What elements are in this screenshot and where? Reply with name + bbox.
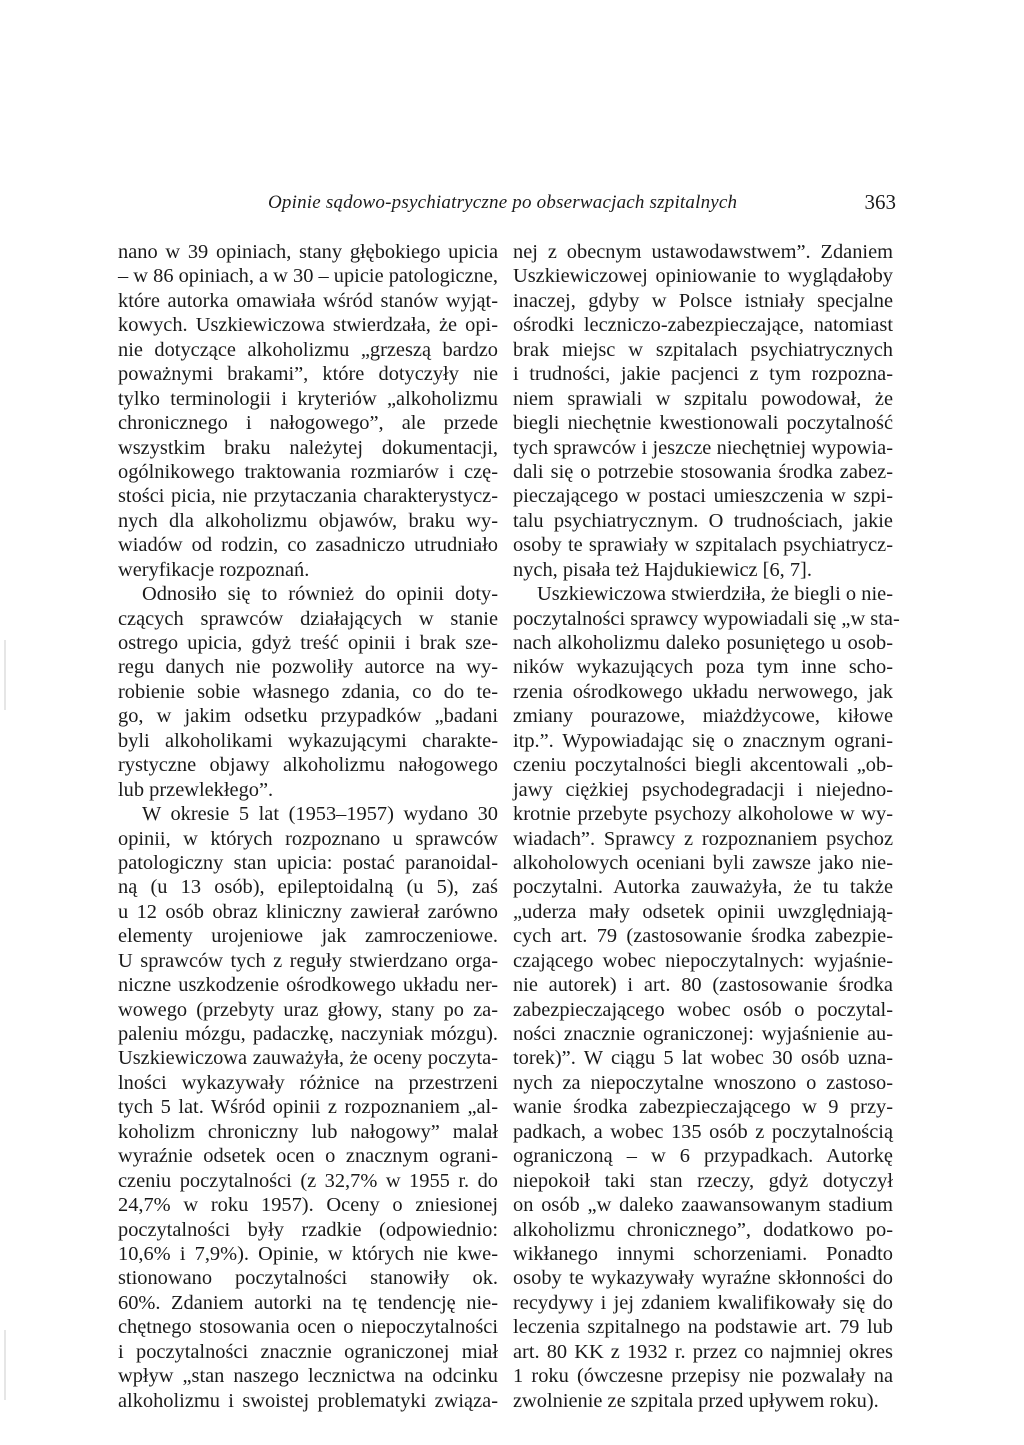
text-line: czących sprawców działających w stanie <box>118 607 498 630</box>
text-line: czeniu poczytalności (z 32,7% w 1955 r. do <box>118 1169 498 1192</box>
text-line: talu psychiatrycznym. O trudnościach, jakie <box>513 509 893 532</box>
text-line: 24,7% w roku 1957). Oceny o zniesionej <box>118 1194 498 1217</box>
text-line: tych sprawców i jeszcze niechętniej wypowia- <box>513 436 893 459</box>
text-line: nej z obecnym ustawodawstwem”. Zdaniem <box>513 241 893 263</box>
text-line: alkoholizmu i swoistej problematyki związa- <box>118 1389 498 1412</box>
text-line: osoby te sprawiały w szpitalach psychiatrycz- <box>513 534 893 557</box>
text-line: chronicznego i nałogowego”, ale przede <box>118 412 498 435</box>
text-line: padkach, a wobec 135 osób z poczytalnością <box>513 1120 893 1143</box>
text-line: nych za niepoczytalne wnoszono o zastoso- <box>513 1071 893 1094</box>
text-line: które autorka omawiała wśród stanów wyjąt- <box>118 289 498 312</box>
text-line: czającego wobec niepoczytalnych: wyjaśnie- <box>513 949 893 972</box>
text-line: torek)”. W ciągu 5 lat wobec 30 osób uzna- <box>513 1047 893 1070</box>
text-line: Uszkiewiczowa zauważyła, że oceny poczyta- <box>118 1047 498 1070</box>
text-line: zwolnienie ze szpitala przed upływem roku). <box>513 1389 879 1412</box>
text-line: 1 roku (ówczesne przepisy nie pozwalały na <box>513 1365 893 1388</box>
text-line: chętnego stosowania ocen o niepoczytalności <box>118 1316 498 1339</box>
text-line: krotnie przebyte psychozy alkoholowe w wy- <box>513 803 893 826</box>
text-line: opinii, w których rozpoznano u sprawców <box>118 827 498 850</box>
text-line: regu danych nie pozwoliły autorce na wy- <box>118 656 498 679</box>
text-line: Odnosiło się to również do opinii doty- <box>142 583 498 606</box>
text-line: nych dla alkoholizmu objawów, braku wy- <box>118 509 498 532</box>
text-line: zmiany pourazowe, miażdżycowe, kiłowe <box>513 705 893 728</box>
scan-edge-mark <box>4 640 6 710</box>
text-line: lności wykazywały różnice na przestrzeni <box>118 1071 498 1094</box>
text-line: ogólnikowego traktowania rozmiarów i czę- <box>118 460 498 483</box>
text-line: inaczej, gdyby w Polsce istniały specjalne <box>513 289 893 312</box>
text-line: wikłanego innymi schorzeniami. Ponadto <box>513 1242 893 1265</box>
text-line: weryfikacje rozpoznań. <box>118 558 310 581</box>
text-line: nie dotyczące alkoholizmu „grzeszą bardzo <box>118 338 498 361</box>
text-line: stionowano poczytalności stanowiły ok. <box>118 1267 498 1290</box>
text-line: jawy ciężkiej psychodegradacji i niejedno- <box>513 778 893 801</box>
text-line: stości picia, nie przytaczania charakterystycz- <box>118 485 498 508</box>
text-line: go, w jakim odsetku przypadków „badani <box>118 705 498 728</box>
text-line: niepokoił taki stan rzeczy, gdyż dotyczył <box>513 1169 893 1192</box>
text-line: paleniu mózgu, padaczkę, naczyniak mózgu). <box>118 1023 498 1045</box>
text-line: i trudności, jakie pacjenci z tym rozpozna- <box>513 363 893 386</box>
text-line: tylko terminologii i kryteriów „alkoholizmu <box>118 387 498 410</box>
text-line: ników wykazujących poza tym inne scho- <box>513 656 893 679</box>
text-line: W okresie 5 lat (1953–1957) wydano 30 <box>142 803 498 826</box>
text-column-right <box>513 240 900 1413</box>
text-line: U sprawców tych z reguły stwierdzano orga- <box>118 949 498 972</box>
text-line: pieczającego w postaci umieszczenia w szpi- <box>513 485 893 508</box>
text-line: robienie sobie własnego zdania, co do te- <box>118 680 498 703</box>
page-number: 363 <box>864 190 896 214</box>
text-line: niczne uszkodzenie ośrodkowego układu ner- <box>118 974 498 997</box>
text-line: wiadach”. Sprawcy z rozpoznaniem psychoz <box>513 827 893 850</box>
text-line: „uderza mały odsetek opinii uwzględniają- <box>513 900 893 923</box>
text-line: alkoholowych oceniani byli zawsze jako nie- <box>513 851 893 874</box>
text-line: rystyczne objawy alkoholizmu nałogowego <box>118 754 498 777</box>
text-line: on osób „w daleko zaawansowanym stadium <box>513 1194 893 1217</box>
text-line: wowego (przebyty uraz głowy, stany po za- <box>118 998 498 1021</box>
text-line: zabezpieczającego wobec osób o poczytal- <box>513 998 893 1021</box>
text-line: tych 5 lat. Wśród opinii z rozpoznaniem „al- <box>118 1096 498 1119</box>
running-header <box>118 188 902 220</box>
text-line: poczytalni. Autorka zauważyła, że tu także <box>513 876 893 899</box>
text-line: itp.”. Wypowiadając się o znacznym ograni- <box>513 729 893 752</box>
text-line: recydywy i jej zdaniem kwalifikowały się do <box>513 1291 893 1314</box>
text-line: byli alkoholikami wykazującymi charakte- <box>118 729 498 752</box>
text-line: wiadów od rodzin, co zasadniczo utrudniało <box>118 534 498 557</box>
text-column-left <box>118 240 498 1413</box>
text-line: ograniczoną – w 6 przypadkach. Autorkę <box>513 1145 893 1168</box>
text-line: wanie środka zabezpieczającego w 9 przy- <box>513 1096 893 1119</box>
text-line: brak miejsc w szpitalach psychiatrycznych <box>513 338 893 361</box>
text-line: niem sprawiali w szpitalu powodował, że <box>513 387 893 410</box>
text-line: elementy urojeniowe jak zamroczeniowe. <box>118 925 498 948</box>
text-line: koholizm chroniczny lub nałogowy” malał <box>118 1120 498 1143</box>
text-line: dali się o potrzebie stosowania środka zabez- <box>513 460 893 483</box>
text-line: ostrego upicia, gdyż treść opinii i brak sze- <box>118 632 498 654</box>
text-line: czeniu poczytalności biegli akcentowali „ob- <box>513 754 893 777</box>
text-line: biegli niechętnie kwestionowali poczytalność <box>513 412 893 435</box>
text-line: rzenia ośrodkowego układu nerwowego, jak <box>513 680 893 703</box>
text-line: wpływ „stan naszego lecznictwa na odcinku <box>118 1365 498 1388</box>
text-line: poczytalności były rzadkie (odpowiednio: <box>118 1218 498 1241</box>
text-line: ną (u 13 osób), epileptoidalną (u 5), zaś <box>118 876 498 899</box>
text-line: wyraźnie odsetek ocen o znacznym ograni- <box>118 1145 498 1168</box>
text-line: leczenia szpitalnego na podstawie art. 79 lub <box>513 1316 893 1339</box>
text-line: Uszkiewiczowa stwierdziła, że biegli o nie- <box>537 583 893 606</box>
text-line: patologiczny stan upicia: postać paranoidal- <box>118 851 498 874</box>
text-line: lub przewlekłego”. <box>118 778 274 801</box>
text-line: kowych. Uszkiewiczowa stwierdzała, że opi- <box>118 314 498 337</box>
text-line: – w 86 opiniach, a w 30 – upicie patologiczne, <box>118 265 498 288</box>
text-line: nych, pisała też Hajdukiewicz [6, 7]. <box>513 558 812 581</box>
text-line: art. 80 KK z 1932 r. przez co najmniej okres <box>513 1340 893 1363</box>
text-line: u 12 osób obraz kliniczny zawierał zarówno <box>118 900 498 923</box>
scan-edge-mark <box>4 1330 6 1400</box>
text-line: nie autorek) i art. 80 (zastosowanie środka <box>513 974 893 997</box>
text-line: ności znacznie ograniczonej: wyjaśnienie au- <box>513 1023 893 1045</box>
text-line: wszystkim braku należytej dokumentacji, <box>118 436 498 459</box>
text-line: cych art. 79 (zastosowanie środka zabezpie- <box>513 925 893 948</box>
text-line: osoby te wykazywały wyraźne skłonności do <box>513 1267 893 1290</box>
running-title: Opinie sądowo-psychiatryczne po obserwacjach szpitalnych <box>268 192 738 213</box>
text-line: poczytalności sprawcy wypowiadali się „w sta- <box>513 607 900 630</box>
text-line: nano w 39 opiniach, stany głębokiego upicia <box>118 241 498 263</box>
text-line: Uszkiewiczowej opiniowanie to wyglądałoby <box>513 265 893 288</box>
text-line: ośrodki leczniczo-zabezpieczające, natomiast <box>513 314 893 337</box>
text-line: 10,6% i 7,9%). Opinie, w których nie kwe- <box>118 1242 498 1265</box>
text-line: poważnymi brakami”, które dotyczyły nie <box>118 363 498 386</box>
text-line: nach alkoholizmu daleko posuniętego u osob- <box>513 632 893 654</box>
text-line: 60%. Zdaniem autorki na tę tendencję nie- <box>118 1291 498 1314</box>
text-line: i poczytalności znacznie ograniczonej miał <box>118 1340 498 1363</box>
text-line: alkoholizmu chronicznego”, dodatkowo po- <box>513 1218 893 1241</box>
